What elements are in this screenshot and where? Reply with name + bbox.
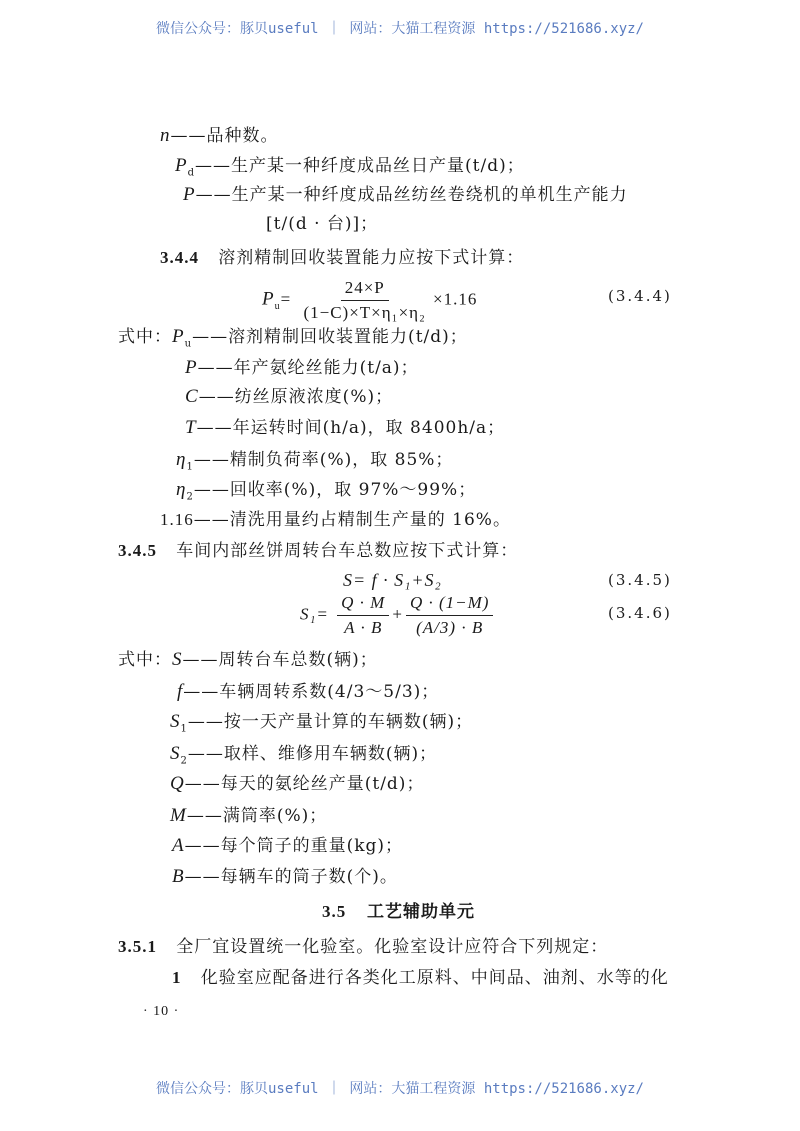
def-line: $\eta_1——$精制负荷率(%)，取 85%；: [176, 449, 454, 473]
page-number: · 10 ·: [143, 1004, 180, 1019]
def-line: T——年运转时间(h/a)，取 8400h/a；: [185, 417, 506, 438]
equation-number: (3.4.6): [608, 604, 672, 622]
def-line: P——生产某一种纤度成品丝纺丝卷绕机的单机生产能力: [183, 184, 628, 205]
def-line: 式中：$P_u——$溶剂精制回收装置能力(t/d)；: [118, 326, 468, 350]
watermark-header: 微信公众号：豚贝useful ｜ 网站：大猫工程资源 https://521686.xyz/: [155, 21, 644, 37]
equation-number: (3.4.4): [608, 287, 672, 305]
def-line: M——满筒率(%)；: [170, 805, 328, 826]
fraction: $\frac{24\times P}{\text{(1−C)×T×η₁×η₂}}$: [303, 278, 426, 322]
def-line: $S_1——$按一天产量计算的车辆数(辆)；: [170, 711, 474, 735]
list-item-1: 1 化验室应配备进行各类化工原料、中间品、油剂、水等的化: [172, 968, 669, 988]
def-line-continued: [t/(d · 台)]；: [266, 214, 379, 234]
def-line: f——车辆周转系数(4/3～5/3)；: [177, 681, 440, 702]
def-line: A——每个筒子的重量(kg)；: [172, 835, 404, 856]
def-line: $P_d——$生产某一种纤度成品丝日产量(t/d)；: [175, 155, 525, 179]
def-line: 式中：S——周转台车总数(辆)；: [118, 649, 378, 670]
section-heading-3-5: 3.5 工艺辅助单元: [322, 902, 476, 922]
equation-3-4-6: S₁= $\frac{Q \cdot M}{A \cdot B}$ + $\frac{Q \cdot (1-M)}{(A/3) \cdot B}$: [300, 592, 496, 639]
def-line: 1.16——清洗用量约占精制生产量的 16%。: [160, 510, 511, 530]
def-line: C——纺丝原液浓度(%)；: [185, 386, 394, 407]
def-line: Q——每天的氨纶丝产量(t/d)；: [170, 773, 425, 794]
def-line: B——每辆车的筒子数(个)。: [172, 866, 398, 887]
watermark-footer: 微信公众号：豚贝useful ｜ 网站：大猫工程资源 https://521686.xyz/: [155, 1081, 644, 1097]
equation-number: (3.4.5): [608, 571, 672, 589]
clause-3-4-4: 3.4.4 溶剂精制回收装置能力应按下式计算：: [160, 248, 525, 268]
clause-3-4-5: 3.4.5 车间内部丝饼周转台车总数应按下式计算：: [118, 541, 519, 561]
def-line: P——年产氨纶丝能力(t/a)；: [185, 357, 419, 378]
clause-3-5-1: 3.5.1 全厂宜设置统一化验室。化验室设计应符合下列规定：: [118, 937, 609, 957]
equation-3-4-4: $P_u=$ $\frac{24\times P}{\text{(1−C)×T×η₁×η₂}}$ ×1.16: [262, 278, 478, 322]
def-line: $\eta_2——$回收率(%)，取 97%～99%；: [176, 479, 477, 503]
def-line: $S_2——$取样、维修用车辆数(辆)；: [170, 743, 438, 767]
def-line: n——品种数。: [160, 125, 279, 146]
equation-3-4-5: S= f · S₁+S₂: [343, 570, 442, 590]
